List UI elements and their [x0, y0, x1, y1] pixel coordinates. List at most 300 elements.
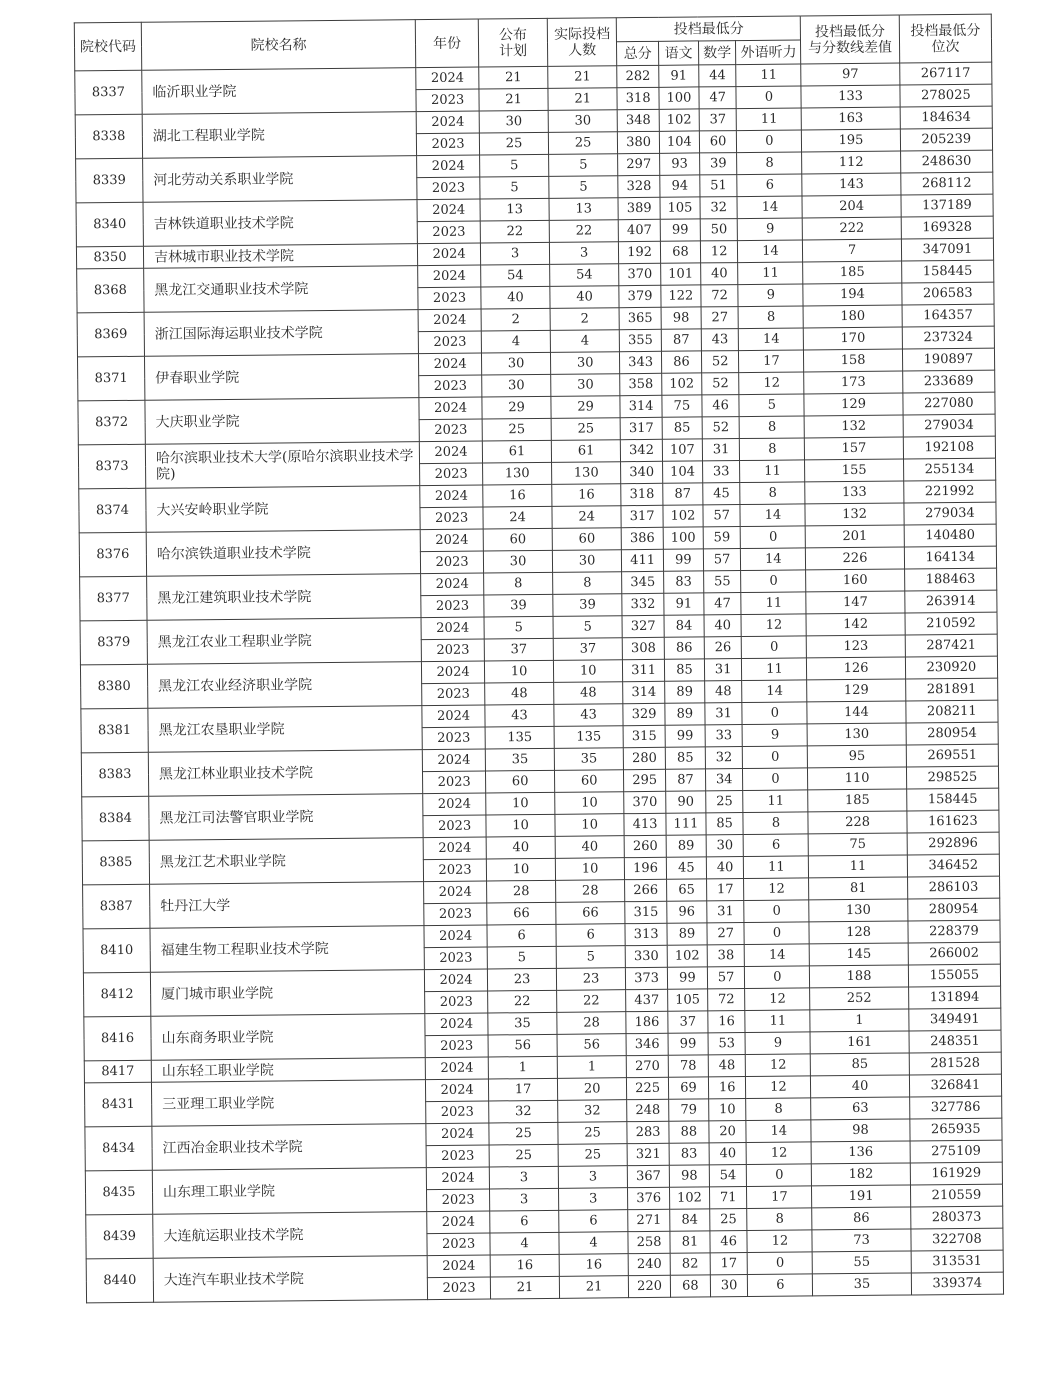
cell-total: 283 — [627, 1121, 669, 1143]
school-name: 黑龙江司法警官职业学院 — [149, 794, 424, 841]
cell-diff: 144 — [807, 701, 906, 724]
school-name: 伊春职业学院 — [144, 354, 419, 401]
cell-math: 17 — [706, 879, 744, 901]
cell-math: 27 — [701, 307, 739, 329]
cell-year: 2023 — [417, 177, 480, 200]
school-code: 8416 — [84, 1016, 151, 1061]
cell-actual: 16 — [552, 484, 621, 507]
cell-listening: 14 — [745, 944, 810, 967]
school-code: 8440 — [86, 1258, 153, 1303]
school-code: 8431 — [84, 1082, 151, 1127]
cell-chinese: 89 — [665, 703, 705, 725]
cell-actual: 3 — [559, 1188, 628, 1211]
cell-rank: 164134 — [904, 546, 996, 569]
school-code: 8387 — [83, 884, 150, 929]
cell-year: 2023 — [424, 903, 487, 926]
cell-listening: 11 — [743, 790, 808, 813]
cell-rank: 346452 — [907, 854, 999, 877]
cell-listening: 12 — [747, 1142, 812, 1165]
cell-diff: 95 — [808, 745, 907, 768]
cell-rank: 286103 — [907, 876, 999, 899]
cell-year: 2024 — [427, 1211, 490, 1234]
cell-diff: 226 — [806, 547, 905, 570]
cell-actual: 40 — [555, 836, 624, 859]
cell-chinese: 102 — [670, 1187, 710, 1209]
school-code: 8338 — [75, 114, 142, 159]
cell-listening: 14 — [742, 680, 807, 703]
cell-chinese: 104 — [659, 131, 699, 153]
cell-total: 186 — [626, 1011, 668, 1033]
cell-math: 52 — [701, 351, 739, 373]
cell-rank: 221992 — [903, 480, 995, 503]
cell-year: 2023 — [420, 507, 483, 530]
cell-chinese: 87 — [661, 329, 701, 351]
cell-diff: 132 — [804, 415, 903, 438]
school-name: 黑龙江建筑职业技术学院 — [147, 574, 422, 621]
cell-listening: 12 — [744, 878, 809, 901]
cell-actual: 4 — [559, 1232, 628, 1255]
school-name: 山东轻工职业学院 — [151, 1058, 425, 1083]
cell-diff: 180 — [803, 305, 902, 328]
cell-plan: 22 — [488, 990, 557, 1013]
cell-math: 25 — [706, 791, 744, 813]
cell-chinese: 87 — [666, 769, 706, 791]
school-name: 哈尔滨职业技术大学(原哈尔滨职业技术学院) — [145, 442, 420, 489]
cell-total: 346 — [626, 1033, 668, 1055]
cell-rank: 298525 — [906, 766, 998, 789]
cell-chinese: 102 — [663, 505, 703, 527]
cell-listening: 0 — [744, 900, 809, 923]
cell-diff: 123 — [807, 635, 906, 658]
cell-plan: 10 — [486, 792, 555, 815]
cell-actual: 39 — [553, 594, 622, 617]
school-code: 8350 — [76, 246, 143, 269]
cell-listening: 14 — [739, 328, 804, 351]
cell-plan: 3 — [489, 1166, 558, 1189]
cell-plan: 6 — [490, 1210, 559, 1233]
cell-chinese: 91 — [664, 593, 704, 615]
cell-rank: 192108 — [903, 436, 995, 459]
cell-diff: 170 — [804, 327, 903, 350]
cell-actual: 5 — [549, 154, 618, 177]
cell-math: 52 — [702, 417, 740, 439]
cell-math: 85 — [706, 813, 744, 835]
cell-plan: 130 — [483, 462, 552, 485]
cell-rank: 155055 — [908, 964, 1000, 987]
cell-year: 2024 — [422, 705, 485, 728]
cell-diff: 129 — [807, 679, 906, 702]
cell-math: 31 — [702, 439, 740, 461]
cell-total: 370 — [619, 263, 661, 285]
cell-rank: 279034 — [903, 414, 995, 437]
cell-listening: 8 — [739, 306, 804, 329]
cell-total: 389 — [618, 197, 660, 219]
cell-chinese: 99 — [660, 219, 700, 241]
cell-total: 329 — [623, 703, 665, 725]
cell-diff: 228 — [808, 811, 907, 834]
cell-total: 220 — [629, 1275, 671, 1297]
header-min-score-group: 投档最低分 — [616, 16, 800, 42]
cell-diff: 112 — [802, 151, 901, 174]
cell-rank: 188463 — [904, 568, 996, 591]
cell-math: 37 — [699, 109, 737, 131]
cell-rank: 210559 — [910, 1184, 1002, 1207]
cell-year: 2024 — [426, 1123, 489, 1146]
cell-year: 2023 — [419, 419, 482, 442]
cell-total: 413 — [624, 813, 666, 835]
cell-math: 48 — [704, 681, 742, 703]
cell-rank: 326841 — [909, 1074, 1001, 1097]
cell-diff: 97 — [801, 63, 900, 86]
school-name: 厦门城市职业学院 — [150, 970, 425, 1017]
cell-chinese: 79 — [669, 1099, 709, 1121]
cell-listening: 8 — [737, 152, 802, 175]
cell-plan: 5 — [484, 616, 553, 639]
cell-chinese: 90 — [666, 791, 706, 813]
cell-total: 318 — [621, 483, 663, 505]
cell-plan: 1 — [488, 1056, 557, 1079]
cell-rank: 190897 — [902, 348, 994, 371]
cell-actual: 60 — [555, 770, 624, 793]
cell-plan: 21 — [479, 66, 548, 89]
cell-rank: 269551 — [906, 744, 998, 767]
cell-chinese: 101 — [661, 263, 701, 285]
cell-plan: 10 — [486, 814, 555, 837]
cell-math: 57 — [703, 505, 741, 527]
cell-rank: 280954 — [907, 898, 999, 921]
cell-year: 2023 — [418, 287, 481, 310]
cell-year: 2023 — [427, 1233, 490, 1256]
cell-total: 297 — [618, 153, 660, 175]
cell-math: 50 — [700, 219, 738, 241]
cell-diff: 195 — [802, 129, 901, 152]
cell-math: 51 — [700, 175, 738, 197]
cell-plan: 6 — [487, 924, 556, 947]
cell-chinese: 85 — [665, 747, 705, 769]
cell-total: 373 — [626, 967, 668, 989]
cell-actual: 61 — [551, 440, 620, 463]
cell-total: 266 — [625, 879, 667, 901]
cell-chinese: 107 — [662, 439, 702, 461]
cell-listening: 9 — [745, 1032, 810, 1055]
school-name: 牡丹江大学 — [150, 882, 425, 929]
school-name: 黑龙江农垦职业学院 — [148, 706, 423, 753]
cell-actual: 1 — [557, 1056, 626, 1079]
header-plan: 公布 计划 — [478, 18, 548, 67]
cell-rank: 279034 — [904, 502, 996, 525]
cell-diff: 160 — [806, 569, 905, 592]
cell-rank: 268112 — [901, 172, 993, 195]
cell-math: 12 — [700, 241, 738, 263]
cell-actual: 21 — [548, 66, 617, 89]
cell-plan: 28 — [487, 880, 556, 903]
cell-math: 54 — [709, 1165, 747, 1187]
cell-math: 30 — [710, 1275, 748, 1297]
cell-plan: 54 — [481, 264, 550, 287]
cell-diff: 11 — [809, 855, 908, 878]
cell-chinese: 85 — [664, 659, 704, 681]
cell-rank: 248351 — [909, 1030, 1001, 1053]
cell-diff: 110 — [808, 767, 907, 790]
cell-total: 313 — [625, 923, 667, 945]
cell-listening: 0 — [737, 130, 802, 153]
cell-math: 31 — [705, 703, 743, 725]
cell-actual: 10 — [554, 660, 623, 683]
cell-listening: 0 — [741, 570, 806, 593]
cell-chinese: 69 — [668, 1077, 708, 1099]
cell-actual: 54 — [550, 264, 619, 287]
school-name: 三亚理工职业学院 — [151, 1080, 426, 1127]
cell-total: 280 — [623, 747, 665, 769]
cell-actual: 30 — [551, 374, 620, 397]
cell-listening: 8 — [740, 416, 805, 439]
cell-chinese: 99 — [663, 549, 703, 571]
cell-total: 317 — [621, 505, 663, 527]
cell-total: 411 — [622, 549, 664, 571]
cell-total: 358 — [620, 373, 662, 395]
cell-listening: 9 — [743, 724, 808, 747]
cell-listening: 12 — [746, 1054, 811, 1077]
school-name: 黑龙江林业职业技术学院 — [148, 750, 423, 797]
cell-rank: 266002 — [908, 942, 1000, 965]
cell-listening: 11 — [740, 460, 805, 483]
school-code: 8376 — [79, 532, 146, 577]
cell-rank: 248630 — [900, 150, 992, 173]
cell-plan: 25 — [489, 1122, 558, 1145]
cell-listening: 11 — [745, 1010, 810, 1033]
cell-rank: 313531 — [911, 1250, 1003, 1273]
cell-total: 318 — [617, 87, 659, 109]
cell-plan: 56 — [488, 1034, 557, 1057]
cell-diff: 126 — [807, 657, 906, 680]
cell-year: 2023 — [422, 727, 485, 750]
cell-rank: 322708 — [911, 1228, 1003, 1251]
cell-plan: 10 — [486, 858, 555, 881]
cell-chinese: 88 — [669, 1121, 709, 1143]
cell-chinese: 83 — [669, 1143, 709, 1165]
cell-math: 32 — [700, 197, 738, 219]
cell-math: 32 — [705, 747, 743, 769]
cell-plan: 23 — [487, 968, 556, 991]
cell-year: 2024 — [417, 199, 480, 222]
cell-rank: 169328 — [901, 216, 993, 239]
cell-math: 60 — [699, 131, 737, 153]
cell-actual: 32 — [558, 1100, 627, 1123]
school-code: 8434 — [85, 1126, 152, 1171]
school-code: 8385 — [82, 840, 149, 885]
cell-actual: 30 — [552, 550, 621, 573]
cell-year: 2024 — [424, 925, 487, 948]
cell-year: 2023 — [416, 89, 479, 112]
cell-diff: 201 — [806, 525, 905, 548]
cell-listening: 8 — [743, 812, 808, 835]
school-name: 山东理工职业学院 — [152, 1168, 427, 1215]
cell-rank: 339374 — [911, 1272, 1003, 1295]
school-name: 大连航运职业技术学院 — [153, 1212, 428, 1259]
cell-listening: 12 — [747, 1230, 812, 1253]
cell-math: 43 — [701, 329, 739, 351]
cell-rank: 208211 — [906, 700, 998, 723]
cell-year: 2023 — [417, 221, 480, 244]
cell-chinese: 89 — [666, 835, 706, 857]
cell-math: 33 — [705, 725, 743, 747]
cell-listening: 0 — [745, 966, 810, 989]
cell-diff: 132 — [805, 503, 904, 526]
cell-math: 72 — [701, 285, 739, 307]
cell-actual: 25 — [548, 132, 617, 155]
cell-actual: 37 — [553, 638, 622, 661]
cell-plan: 25 — [489, 1144, 558, 1167]
cell-listening: 0 — [747, 1164, 812, 1187]
cell-year: 2023 — [424, 859, 487, 882]
cell-diff: 185 — [803, 261, 902, 284]
cell-year: 2023 — [421, 551, 484, 574]
cell-total: 192 — [619, 241, 661, 263]
cell-total: 345 — [622, 571, 664, 593]
cell-chinese: 89 — [667, 923, 707, 945]
cell-diff: 133 — [801, 85, 900, 108]
cell-listening: 11 — [744, 856, 809, 879]
cell-plan: 5 — [487, 946, 556, 969]
cell-plan: 29 — [482, 396, 551, 419]
cell-year: 2024 — [425, 1057, 488, 1080]
cell-total: 308 — [622, 637, 664, 659]
cell-math: 17 — [710, 1253, 748, 1275]
header-school-code: 院校代码 — [74, 22, 141, 71]
cell-rank: 158445 — [901, 260, 993, 283]
cell-rank: 267117 — [899, 62, 991, 85]
header-year: 年份 — [416, 19, 479, 68]
cell-total: 370 — [624, 791, 666, 813]
cell-listening: 11 — [741, 592, 806, 615]
cell-plan: 22 — [480, 220, 549, 243]
cell-math: 72 — [707, 989, 745, 1011]
cell-actual: 30 — [548, 110, 617, 133]
cell-year: 2023 — [421, 595, 484, 618]
cell-chinese: 94 — [660, 175, 700, 197]
school-name: 大庆职业学院 — [145, 398, 420, 445]
cell-actual: 130 — [552, 462, 621, 485]
admission-score-sheet — [74, 14, 1004, 1323]
cell-actual: 28 — [557, 1012, 626, 1035]
cell-actual: 48 — [554, 682, 623, 705]
cell-total: 248 — [627, 1099, 669, 1121]
cell-plan: 43 — [485, 704, 554, 727]
cell-plan: 5 — [480, 154, 549, 177]
cell-chinese: 102 — [659, 109, 699, 131]
cell-listening: 8 — [740, 482, 805, 505]
cell-diff: 157 — [805, 437, 904, 460]
cell-total: 379 — [619, 285, 661, 307]
cell-math: 26 — [704, 637, 742, 659]
cell-rank: 205239 — [900, 128, 992, 151]
school-code: 8410 — [83, 928, 150, 973]
cell-actual: 25 — [551, 418, 620, 441]
cell-diff: 158 — [804, 349, 903, 372]
cell-diff: 182 — [812, 1163, 911, 1186]
cell-diff: 252 — [810, 987, 909, 1010]
cell-rank: 131894 — [908, 986, 1000, 1009]
cell-math: 59 — [703, 527, 741, 549]
cell-year: 2024 — [427, 1255, 490, 1278]
cell-plan: 13 — [480, 198, 549, 221]
cell-year: 2024 — [419, 397, 482, 420]
cell-year: 2024 — [424, 881, 487, 904]
cell-math: 40 — [704, 615, 742, 637]
cell-plan: 35 — [485, 748, 554, 771]
cell-plan: 17 — [488, 1078, 557, 1101]
cell-math: 45 — [703, 483, 741, 505]
cell-total: 367 — [627, 1165, 669, 1187]
cell-diff: 7 — [803, 239, 902, 262]
school-code: 8368 — [77, 268, 144, 313]
cell-math: 20 — [709, 1121, 747, 1143]
cell-plan: 21 — [490, 1276, 559, 1299]
cell-listening: 11 — [737, 108, 802, 131]
cell-total: 376 — [628, 1187, 670, 1209]
cell-chinese: 37 — [668, 1011, 708, 1033]
cell-chinese: 89 — [665, 681, 705, 703]
header-score-diff: 投档最低分 与分数线差值 — [801, 15, 900, 64]
cell-total: 240 — [628, 1253, 670, 1275]
cell-rank: 158445 — [906, 788, 998, 811]
cell-rank: 206583 — [902, 282, 994, 305]
cell-math: 27 — [707, 923, 745, 945]
cell-chinese: 99 — [667, 967, 707, 989]
cell-listening: 0 — [743, 768, 808, 791]
cell-diff: 86 — [812, 1207, 911, 1230]
school-code: 8371 — [77, 356, 144, 401]
cell-diff: 133 — [805, 481, 904, 504]
cell-listening: 6 — [744, 834, 809, 857]
cell-math: 16 — [708, 1011, 746, 1033]
cell-actual: 30 — [551, 352, 620, 375]
cell-chinese: 87 — [663, 483, 703, 505]
cell-diff: 40 — [811, 1075, 910, 1098]
cell-math: 25 — [710, 1209, 748, 1231]
school-code: 8379 — [80, 620, 147, 665]
cell-actual: 3 — [558, 1166, 627, 1189]
cell-diff: 163 — [802, 107, 901, 130]
cell-actual: 24 — [552, 506, 621, 529]
cell-math: 46 — [710, 1231, 748, 1253]
cell-listening: 8 — [740, 438, 805, 461]
admission-score-table — [74, 14, 1004, 1304]
school-name: 河北劳动关系职业学院 — [143, 156, 418, 203]
cell-actual: 2 — [550, 308, 619, 331]
cell-year: 2023 — [421, 639, 484, 662]
cell-listening: 9 — [738, 284, 803, 307]
cell-diff: 128 — [809, 921, 908, 944]
cell-rank: 137189 — [901, 194, 993, 217]
cell-diff: 185 — [808, 789, 907, 812]
cell-chinese: 99 — [665, 725, 705, 747]
cell-rank: 227080 — [903, 392, 995, 415]
cell-actual: 4 — [550, 330, 619, 353]
cell-actual: 10 — [555, 814, 624, 837]
cell-listening: 0 — [744, 922, 809, 945]
cell-math: 47 — [699, 87, 737, 109]
cell-diff: 81 — [809, 877, 908, 900]
cell-plan: 61 — [482, 440, 551, 463]
cell-actual: 22 — [549, 220, 618, 243]
cell-rank: 233689 — [902, 370, 994, 393]
cell-total: 340 — [621, 461, 663, 483]
cell-listening: 12 — [739, 372, 804, 395]
cell-chinese: 86 — [662, 351, 702, 373]
cell-total: 314 — [623, 681, 665, 703]
cell-math: 57 — [707, 967, 745, 989]
